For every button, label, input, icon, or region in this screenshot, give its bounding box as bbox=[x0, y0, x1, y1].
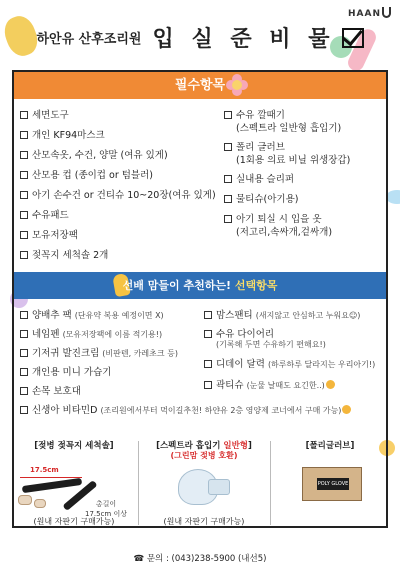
checkbox[interactable] bbox=[20, 171, 28, 179]
required-section-header bbox=[14, 72, 386, 99]
contact-footer: ☎ 문의 : (043)238-5900 (내선5) bbox=[133, 554, 267, 564]
list-item[interactable]: 양배추 팩 (단유약 복용 예정이면 X) bbox=[20, 307, 164, 321]
card-title: [폴리글러브] bbox=[305, 441, 355, 451]
list-item[interactable]: 신생아 비타민D (조리원에서부터 먹이길추천! 하얀유 2층 영양제 코너에서 구매 가능) bbox=[20, 402, 351, 416]
list-item[interactable]: 세면도구 bbox=[20, 107, 69, 121]
list-item[interactable]: 네임펜 (모유저장팩에 이름 적기용!) bbox=[20, 326, 162, 340]
list-item[interactable]: 물티슈(아기용) bbox=[224, 191, 298, 205]
list-item[interactable]: 기저귀 발진크림 (비판텐, 카레초크 등) bbox=[20, 345, 178, 359]
page-subtitle: 하안유 산후조리원 bbox=[36, 32, 142, 47]
checkbox[interactable] bbox=[20, 211, 28, 219]
card-footnote: (원내 자판기 구매가능) bbox=[33, 517, 115, 526]
logo-mark-icon bbox=[382, 7, 391, 18]
card-poly-glove bbox=[272, 437, 388, 527]
flower-icon bbox=[226, 74, 248, 96]
list-item[interactable]: 실내용 슬리퍼 bbox=[224, 171, 294, 185]
divider bbox=[138, 441, 139, 525]
list-item[interactable]: 개인용 미니 가습기 bbox=[20, 364, 111, 378]
brand-logo: HAAN bbox=[348, 7, 391, 19]
page-header bbox=[0, 22, 400, 56]
checkbox[interactable] bbox=[20, 191, 28, 199]
checkbox[interactable] bbox=[204, 381, 212, 389]
list-item[interactable]: 맘스팬티 (새지않고 안심하고 누워요☺) bbox=[204, 307, 360, 321]
checkbox[interactable] bbox=[204, 311, 212, 319]
list-item[interactable]: 손목 보호대 bbox=[20, 383, 81, 397]
smile-icon bbox=[326, 380, 335, 389]
checkbox[interactable] bbox=[20, 387, 28, 395]
list-item[interactable]: 디데이 달력 (하루하루 달라지는 우리아기!) bbox=[204, 356, 375, 370]
list-item[interactable]: 산모속옷, 수건, 양말 (여유 있게) bbox=[20, 147, 168, 161]
card-footnote: (원내 자판기 구매가능) bbox=[163, 517, 245, 526]
checkbox[interactable] bbox=[224, 111, 232, 119]
dimension-label: 17.5cm bbox=[30, 466, 59, 474]
checkbox[interactable] bbox=[224, 143, 232, 151]
page-title: 입 실 준 비 물 bbox=[152, 27, 335, 52]
list-item[interactable]: 수유 다이어리 bbox=[204, 326, 274, 340]
divider bbox=[270, 441, 271, 525]
card-spectra-flange bbox=[140, 437, 268, 527]
checkbox[interactable] bbox=[224, 195, 232, 203]
card-title: [스펙트라 흡입기 일반형] bbox=[156, 441, 252, 451]
product-cards bbox=[12, 437, 388, 527]
list-item[interactable]: 개인 KF94마스크 bbox=[20, 127, 105, 141]
list-item[interactable]: 산모용 컵 (종이컵 or 텀블러) bbox=[20, 167, 153, 181]
dimension-line bbox=[20, 477, 82, 478]
item-note: (스펙트라 일반형 흡입기) bbox=[236, 123, 342, 134]
checkbox[interactable] bbox=[224, 175, 232, 183]
decorative-shape bbox=[386, 190, 400, 204]
checkbox[interactable] bbox=[20, 349, 28, 357]
checkbox[interactable] bbox=[204, 330, 212, 338]
list-item[interactable]: 수유패드 bbox=[20, 207, 69, 221]
checkbox[interactable] bbox=[20, 131, 28, 139]
list-item[interactable]: 아기 퇴실 시 입을 옷 bbox=[224, 211, 322, 225]
checkbox[interactable] bbox=[20, 111, 28, 119]
dimension-note: 총길이 17.5cm 이상 bbox=[84, 500, 127, 518]
required-section-title: 필수항목 bbox=[174, 78, 226, 93]
item-note: (기록해 두면 수유하기 편해요!) bbox=[216, 340, 326, 349]
smile-icon bbox=[342, 405, 351, 414]
glove-package-image: POLY GLOVE bbox=[302, 467, 362, 501]
recommended-section-title: 선배 맘들이 추천하는! 선택항목 bbox=[122, 279, 278, 292]
checkbox[interactable] bbox=[20, 251, 28, 259]
checkbox-icon bbox=[342, 28, 364, 48]
list-item[interactable]: 젖꼭지 세척솔 2개 bbox=[20, 247, 108, 261]
checkbox[interactable] bbox=[20, 368, 28, 376]
card-nipple-brush bbox=[12, 437, 136, 527]
card-title: [젖병 젖꼭지 세척솔] bbox=[34, 441, 114, 451]
list-item[interactable]: 수유 깔때기 bbox=[224, 107, 285, 121]
list-item[interactable]: 폴리 글러브 bbox=[224, 139, 285, 153]
recommended-section-header bbox=[14, 272, 386, 299]
list-item[interactable]: 모유저장팩 bbox=[20, 227, 78, 241]
flange-image bbox=[178, 465, 234, 509]
checkbox[interactable] bbox=[204, 360, 212, 368]
list-item[interactable]: 곽티슈 (눈물 날때도 요긴한..) bbox=[204, 377, 335, 391]
checkbox[interactable] bbox=[20, 231, 28, 239]
item-note: (저고리,속싸개,겉싸개) bbox=[236, 227, 333, 238]
item-note: (1회용 의료 비닐 위생장갑) bbox=[236, 155, 351, 166]
checkbox[interactable] bbox=[224, 215, 232, 223]
card-subtitle: (그린맘 젖병 호환) bbox=[170, 451, 238, 460]
brush-image bbox=[22, 478, 82, 493]
checkbox[interactable] bbox=[20, 406, 28, 414]
checkbox[interactable] bbox=[20, 151, 28, 159]
list-item[interactable]: 아기 손수건 or 건티슈 10~20장(여유 있게) bbox=[20, 187, 216, 201]
checkbox[interactable] bbox=[20, 330, 28, 338]
checkbox[interactable] bbox=[20, 311, 28, 319]
